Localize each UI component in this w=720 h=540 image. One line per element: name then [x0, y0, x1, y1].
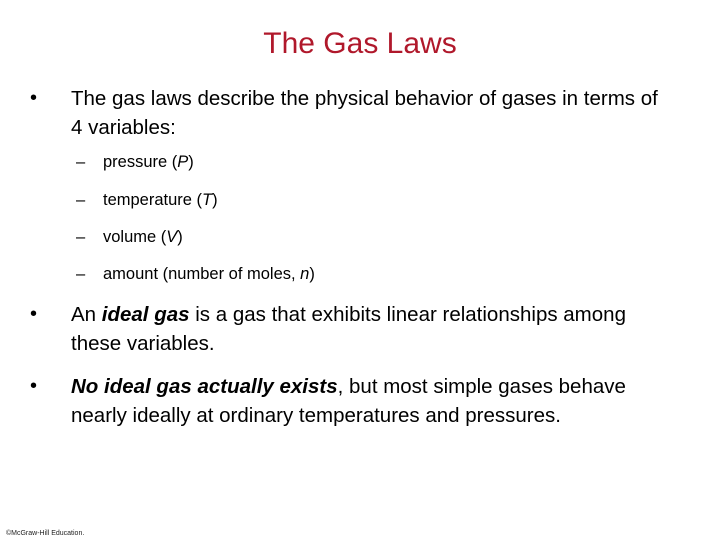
- sub-bullet-pressure: [76, 151, 194, 173]
- bullet-marker: •: [30, 375, 38, 397]
- bullet-no-ideal-gas: [30, 372, 670, 430]
- closing-paren: ): [309, 265, 315, 283]
- sub-bullet-volume: [76, 226, 183, 248]
- slide-title: The Gas Laws: [263, 27, 457, 60]
- sub-bullet-text: amount (number of moles,: [103, 265, 301, 283]
- dash-marker: –: [76, 191, 86, 209]
- dash-marker: –: [76, 228, 86, 246]
- sub-bullet-temperature: [76, 189, 218, 211]
- sub-bullet-text: pressure (: [103, 153, 178, 171]
- closing-paren: ): [177, 228, 183, 246]
- bullet-text: The gas laws describe the physical behavior of gases in terms of 4 variables:: [71, 87, 658, 139]
- bullet-gas-laws-definition: [30, 84, 670, 142]
- bullet-suffix: , but most simple gases behave nearly ideally at ordinary temperatures and pressures.: [71, 375, 626, 427]
- bullet-emphasis: No ideal gas actually exists: [71, 375, 338, 398]
- variable-symbol: T: [202, 191, 213, 209]
- dash-marker: –: [76, 265, 86, 283]
- bullet-prefix: An: [71, 303, 102, 326]
- bullet-marker: •: [30, 303, 38, 325]
- bullet-emphasis: ideal gas: [101, 303, 190, 326]
- bullet-marker: •: [30, 87, 38, 109]
- sub-bullet-text: temperature (: [103, 191, 203, 209]
- sub-bullet-text: volume (: [103, 228, 167, 246]
- closing-paren: ): [188, 153, 194, 171]
- bullet-ideal-gas-definition: [30, 300, 670, 358]
- variable-symbol: n: [300, 265, 310, 283]
- copyright-footer: ©McGraw-Hill Education.: [6, 530, 85, 537]
- dash-marker: –: [76, 153, 86, 171]
- sub-bullet-amount: [76, 263, 315, 285]
- variable-symbol: P: [177, 153, 189, 171]
- bullet-suffix: is a gas that exhibits linear relationships among these variables.: [71, 303, 626, 355]
- variable-symbol: V: [166, 228, 178, 246]
- closing-paren: ): [212, 191, 218, 209]
